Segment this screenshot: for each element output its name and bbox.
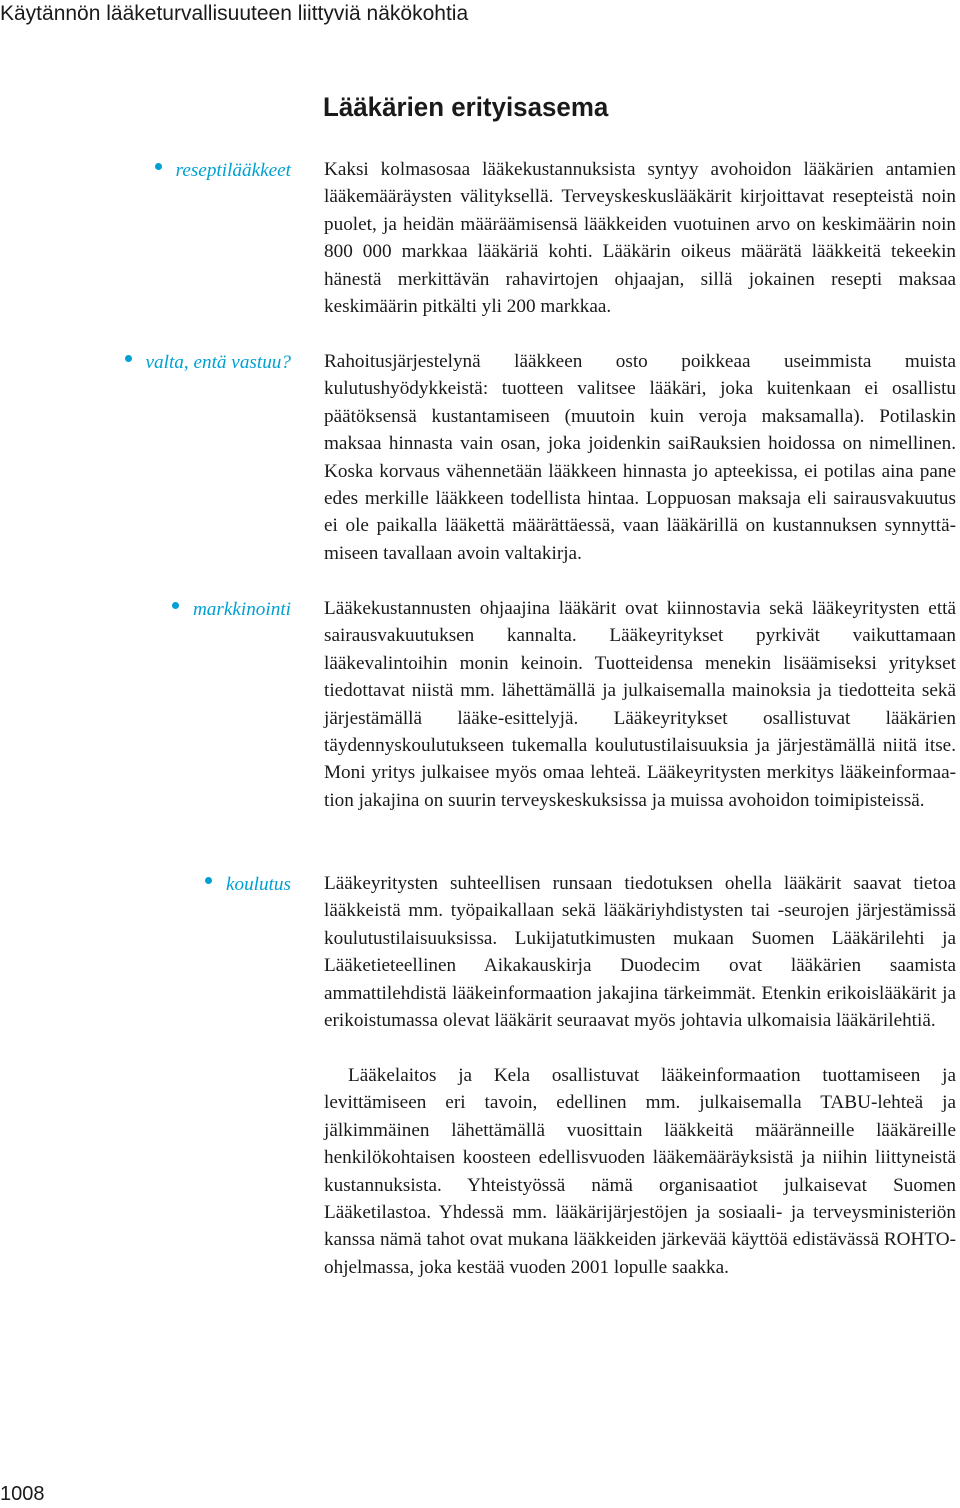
- bullet-icon: [155, 163, 162, 170]
- page-number: 1008: [0, 1483, 45, 1505]
- running-header: Käytännön lääketurvallisuuteen liittyviä näkökohtia: [0, 2, 469, 25]
- margin-note-markkinointi: [172, 596, 291, 623]
- paragraph-koulutus: Lääkeyritysten suhteellisen runsaan tiedotuksen ohella lääkärit saavat tietoa lääkkeistä mm. työpaikallaan sekä lääkäriyhdistysten tai -seurojen järjestämissä koulutustilaisuuksissa. Lukijatutkimusten mukaan Suomen Lääkärilehti ja Lääketieteellinen Aikakauskirja Duodecim ovat lääkärien saamista ammattilehdistä lääkeinformaation jakajina tärkeimmät. Etenkin erikoislääkärit ja erikoistumassa olevat lääkärit seuraavat myös johtavia ulkomaisia lääkärilehtiä.: [324, 873, 956, 1032]
- paragraph-valta: Rahoitusjärjestelynä lääkkeen osto poikkeaa useimmista muista kulutushyödykkeistä: tuotteen valitsee lääkäri, joka kuitenkaan ei osallistu päätöksensä kustantamiseen (muutoin kuin veroja maksamalla). Potilaskin maksaa hinnasta vain osan, joka joidenkin saiRauksien hoidossa on nimellinen. Koska korvaus vähennetään lääkkeen hinnasta jo apteekissa, ei potilas aina pane edes merkille lääkkeen todellista hintaa. Loppuosan maksaja eli sairausvakuutus ei ole paikalla lääkettä määrättäessä, vaan lääkärillä on kustannuksen synnyttämiseen tavallaan avoin valtakirja.: [324, 351, 956, 564]
- paragraph-reseptilaakkeet: Kaksi kolmasosaa lääkekustannuksista syntyy avohoidon lääkärien antamien lääkemääräysten välityksellä. Terveyskeskuslääkärit kirjoittavat resepteistä noin puolet, ja heidän määräämisensä lääkkeiden vuotuinen arvo on keskimäärin noin 800 000 markkaa lääkäriä kohti. Lääkärin oikeus määrätä lääkkeitä tekeekin hänestä merkittävän rahavirtojen ohjaajan, sillä jokainen resepti maksaa keskimäärin pitkälti yli 200 markkaa.: [324, 159, 956, 318]
- margin-note-label: markkinointi: [192, 599, 291, 620]
- margin-note-label: koulutus: [225, 874, 291, 895]
- bullet-icon: [172, 602, 179, 609]
- bullet-icon: [205, 877, 212, 884]
- paragraph-laakelaitos: Lääkelaitos ja Kela osallistuvat lääkeinformaation tuottamiseen ja levittämiseen eri tavoin, edellinen mm. julkaisemalla TABU-lehteä ja jälkimmäinen lähettämällä vuosittain lääkkeitä määränneille lääkäreille henkilökohtaisen koosteen edellisvuoden lääkemääräyksistä ja niihin liittyneistä kustannuksista. Yhteistyössä nämä organisaatiot julkaisevat Suomen Lääketilastoa. Yhdessä mm. lääkärijärjestöjen ja sosiaali- ja terveysministeriön kanssa nämä tahot ovat mukana lääkkeiden järkevää käyttöä edistävässä ROHTO-ohjelmassa, joka kestää vuoden 2001 lopulle saakka.: [324, 1065, 956, 1278]
- section-title: Lääkärien erityisasema: [323, 92, 609, 122]
- margin-note-label: valta, entä vastuu?: [145, 352, 291, 373]
- margin-note-reseptilaakkeet: [155, 157, 291, 184]
- paragraph-markkinointi: Lääkekustannusten ohjaajina lääkärit ovat kiinnostavia sekä lääkeyritysten että sairausvakuutuksen kannalta. Lääkeyritykset pyrkivät vaikuttamaan lääkevalintoihin monin keinoin. Tuotteidensa menekin lisäämiseksi yritykset tiedottavat niistä mm. lähettämällä ja julkaisemalla mainoksia ja tiedotteita sekä järjestämällä lääke-esittelyjä. Lääkeyritykset osallistuvat lääkärien täydennyskoulutukseen tukemalla koulutustilaisuuksia ja järjestämällä niitä itse. Moni yritys julkaisee myös omaa lehteä. Lääkeyritysten merkitys lääkeinformaation jakajina on suurin terveyskeskuksissa ja muissa avohoidon toimipisteissä.: [324, 598, 956, 811]
- margin-note-valta: [125, 349, 291, 376]
- margin-note-koulutus: [205, 871, 291, 898]
- margin-note-label: reseptilääkkeet: [175, 160, 291, 181]
- bullet-icon: [125, 355, 132, 362]
